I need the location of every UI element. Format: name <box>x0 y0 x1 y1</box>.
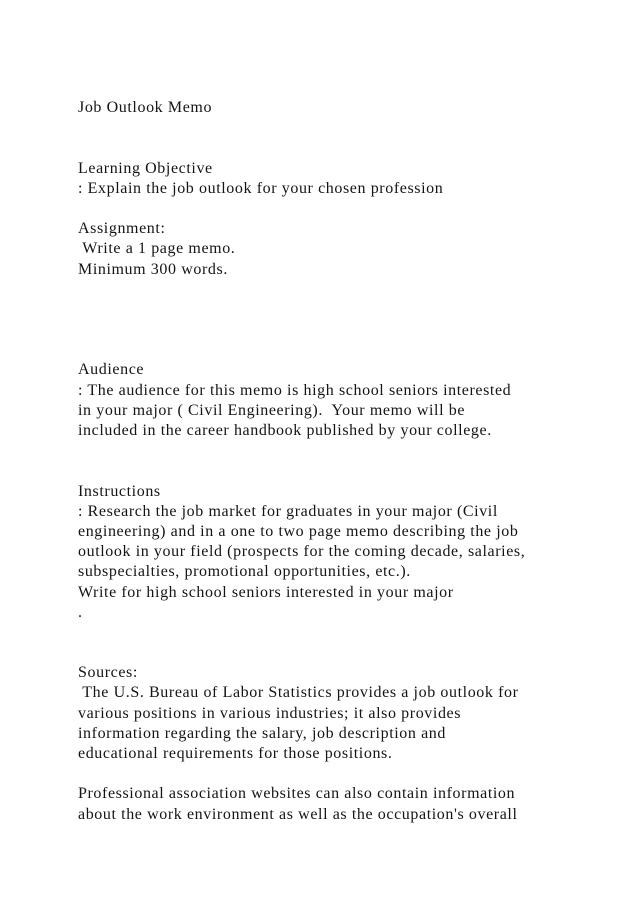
spacer <box>78 300 618 320</box>
spacer <box>78 441 618 461</box>
assignment-line: Minimum 300 words. <box>78 260 228 278</box>
instructions-heading: Instructions <box>78 482 161 500</box>
sources-heading: Sources: <box>78 664 138 682</box>
spacer <box>78 461 618 481</box>
spacer <box>78 643 618 663</box>
instructions-line: Write for high school seniors interested in your major <box>78 583 454 601</box>
instructions-line: : Research the job market for graduates in your major (Civil <box>78 502 498 520</box>
spacer <box>78 118 618 138</box>
instructions-line: engineering) and in a one to two page memo describing the job <box>78 522 519 540</box>
learning-objective-heading: Learning Objective <box>78 159 213 177</box>
sources-line: various positions in various industries; it also provides <box>78 704 462 722</box>
instructions-line: . <box>78 603 83 621</box>
audience-line: in your major ( Civil Engineering). Your memo will be <box>78 401 466 419</box>
audience-line: : The audience for this memo is high school seniors interested <box>78 381 512 399</box>
assignment-line: Write a 1 page memo. <box>78 240 236 258</box>
learning-objective-text: : Explain the job outlook for your chosen profession <box>78 179 444 197</box>
spacer <box>78 340 618 360</box>
audience-heading: Audience <box>78 361 145 379</box>
spacer <box>78 199 618 219</box>
audience-line: included in the career handbook published by your college. <box>78 422 492 439</box>
document-title: Job Outlook Memo <box>78 99 213 116</box>
instructions-line: subspecialties, promotional opportunities, etc.). <box>78 563 411 581</box>
sources-paragraph-line: about the work environment as well as the occupation's overall <box>78 805 518 823</box>
instructions-line: outlook in your field (prospects for the coming decade, salaries, <box>78 543 526 561</box>
document-body <box>78 98 618 825</box>
assignment-heading: Assignment: <box>78 220 166 238</box>
spacer <box>78 138 618 158</box>
spacer <box>78 280 618 300</box>
sources-paragraph-line: Professional association websites can also contain information <box>78 785 516 803</box>
spacer <box>78 764 618 784</box>
spacer <box>78 320 618 340</box>
sources-line: educational requirements for those positions. <box>78 745 393 762</box>
spacer <box>78 623 618 643</box>
sources-line: The U.S. Bureau of Labor Statistics provides a job outlook for <box>78 684 519 702</box>
sources-line: information regarding the salary, job description and <box>78 724 446 742</box>
